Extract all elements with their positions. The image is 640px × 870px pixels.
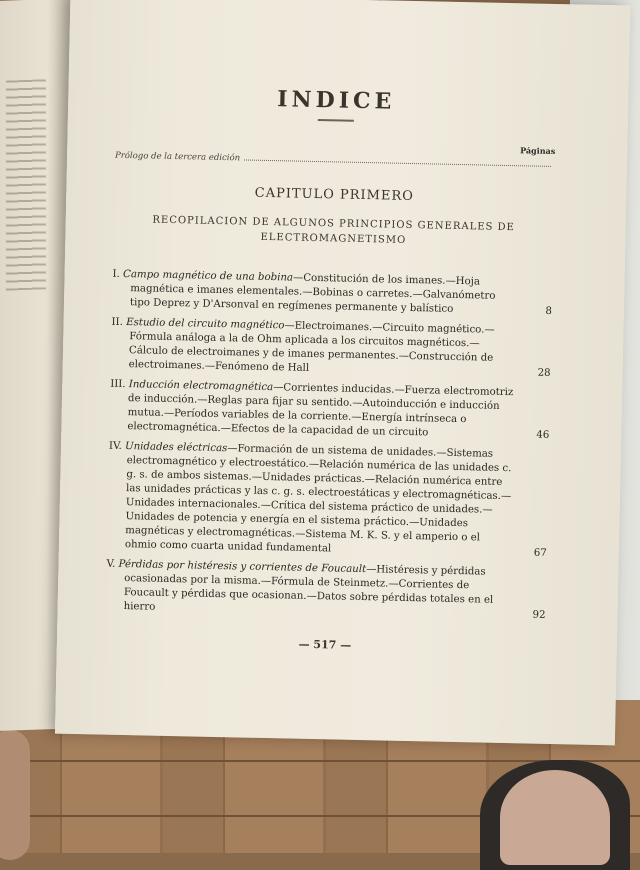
toc-entry-page: 67 <box>533 547 547 559</box>
page-content <box>105 83 557 656</box>
toc-entry-text <box>105 558 512 622</box>
toc-entry-title: Pérdidas por histéresis y corrientes de Foucault <box>118 558 367 576</box>
toc-entry-description: —Electroimanes.—Circuito magnético.—Fórmula análoga a la de Ohm aplicada a los circuitos magnéticos.—Cálculo de electroimanes y de imanes permanentes.—Construcción de electroimanes.—Fenómeno de Hall <box>128 320 495 374</box>
toc-entry-page: 46 <box>536 429 550 441</box>
toc-entry-page: 92 <box>532 609 546 621</box>
chapter-heading: CAPITULO PRIMERO <box>254 185 415 205</box>
toc-entry-title: Campo magnético de una bobina <box>122 268 294 284</box>
toc-entry-title: Inducción electromagnética <box>128 379 274 394</box>
toc-entry <box>105 558 546 623</box>
toc-entry-number: V. <box>106 558 116 570</box>
toc-entry-number: I. <box>112 268 120 280</box>
paginas-label: Páginas <box>520 145 556 156</box>
toc-entry-text <box>112 268 519 318</box>
prologo-label: Prólogo de la tercera edición <box>114 150 241 164</box>
book-page <box>55 0 630 745</box>
leader-dots <box>244 153 551 166</box>
toc-entry-title: Unidades eléctricas <box>124 441 228 455</box>
toc-entry-description: —Constitución de los imanes.—Hoja magnética e imanes elementales.—Bobinas o carretes.—Galvanómetro tipo Deprez y D'Arsonval en regímenes permanente y balístico <box>129 272 496 315</box>
toc-entry-title: Estudio del circuito magnético <box>126 317 285 332</box>
right-foot <box>500 770 610 865</box>
page-number-footer: — 517 — <box>298 637 352 652</box>
toc-entry-text <box>111 316 518 380</box>
toc-entry-text <box>109 378 516 442</box>
toc-entry <box>107 440 549 561</box>
toc-entry <box>111 316 552 381</box>
toc-entry <box>109 378 550 443</box>
left-page-text <box>6 79 46 290</box>
toc-entry-number: II. <box>111 316 123 328</box>
toc-entry <box>112 268 553 319</box>
toc-entry-page: 8 <box>545 305 553 317</box>
toc-entry-page: 28 <box>537 367 551 379</box>
toc-entry-description: —Corrientes inducidas.—Fuerza electromotriz de inducción.—Reglas para fijar su sentido.—Autoinducción e inducción mutua.—Períodos variables de la corriente.—Energía intrínseca o electromagnética.—Efectos de la capacidad de un circuito <box>127 382 514 439</box>
left-foot <box>0 730 30 860</box>
toc-entries <box>105 268 552 623</box>
toc-entry-text <box>107 440 515 560</box>
index-title: INDICE <box>276 86 396 115</box>
chapter-subtitle: RECOPILACION DE ALGUNOS PRINCIPIOS GENERALES DE ELECTROMAGNETISMO <box>152 214 516 246</box>
toc-entry-number: III. <box>110 378 126 391</box>
toc-entry-description: —Formación de un sistema de unidades.—Sistemas electromagnético y electroestático.—Relación numérica de las unidades c. g. s. de ambos sistemas.—Unidades prácticas.—Relación numérica entre las unidades prácticas y las c. g. s. electroestáticas y electromagnéticas.—Unidades internacionales.—Crítica del sistema práctico de unidades.—Unidades de potencia y energía en el sistema práctico.—Unidades magnéticas y electromagnéticas.—Sistema M. K. S. y el amperio o el ohmio como cuarta unidad fundamental <box>124 443 512 555</box>
toc-entry-description: —Histéresis y pérdidas ocasionadas por la misma.—Fórmula de Steinmetz.—Corrientes de Foucault y pérdidas que ocasionan.—Datos sobre pérdidas totales en el hierro <box>123 564 494 613</box>
toc-entry-number: IV. <box>108 440 122 452</box>
title-ornament <box>318 119 354 122</box>
